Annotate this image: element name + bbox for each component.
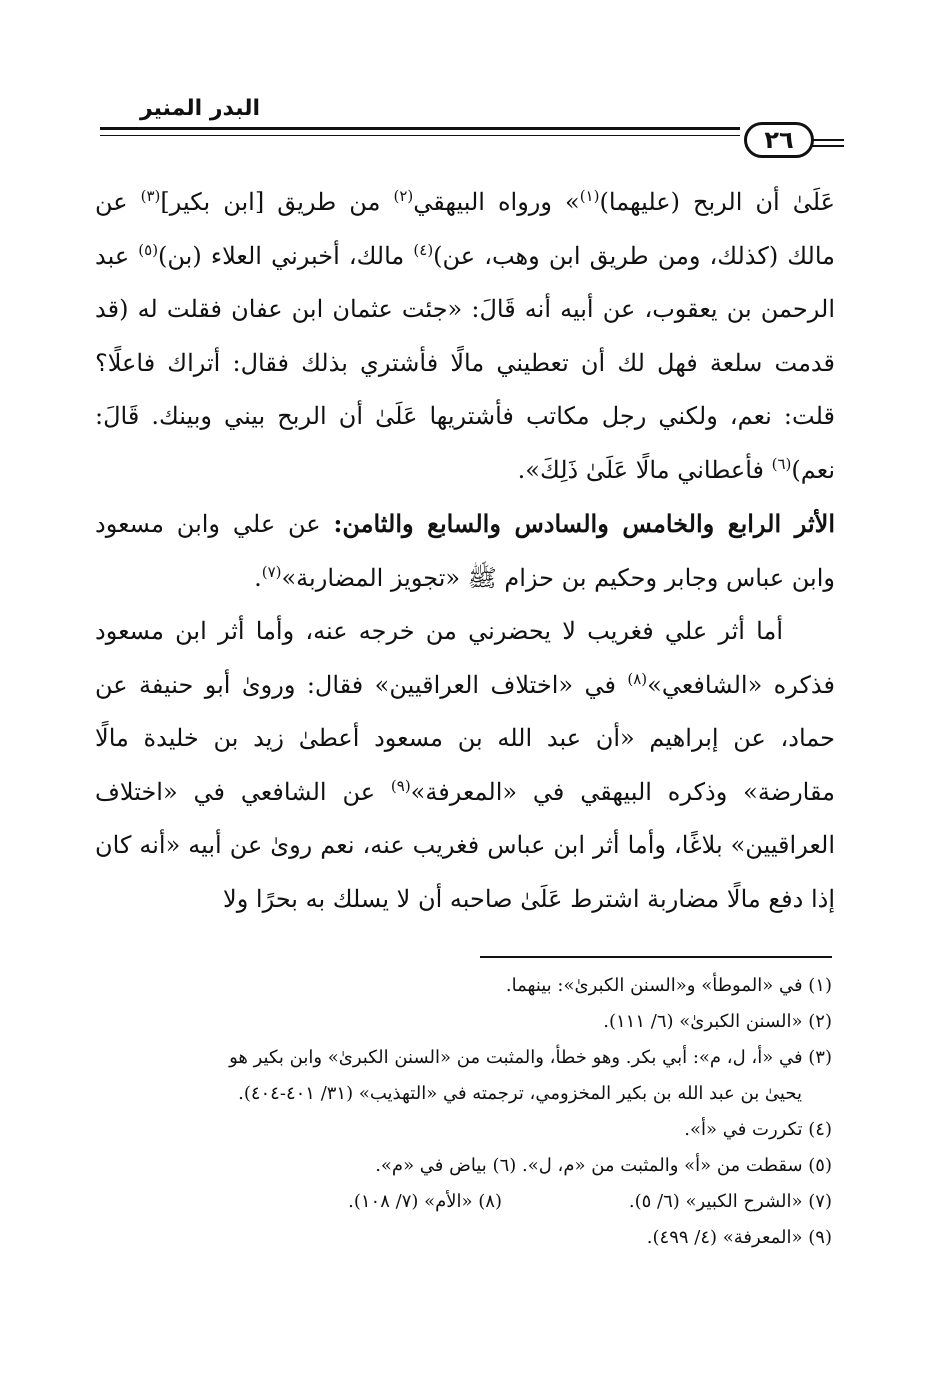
paragraph-1: عَلَىٰ أن الربح (عليهما)$^{(١)}$» ورواه البيهقي$^{(٢)}$ من طريق [ابن بكير]$^{(٣)}$ عن مالك (كذلك، ومن طريق ابن وهب، عن)$^{(٤)}$ مالك، أخبرني العلاء (بن)$^{(٥)}$ عبد الرحمن بن يعقوب، عن أبيه أنه قَالَ: «جئت عثمان ابن عفان فقلت له (قد قدمت سلعة فهل لك أن تعطيني مالًا فأشتري بذلك فقال: أتراك فاعلًا؟ قلت: نعم، ولكني رجل مكاتب فأشتريها عَلَىٰ أن الربح بيني وبينك. قَالَ: نعم)$^{(٦)}$ فأعطاني مالًا عَلَىٰ ذَلِكَ». [95, 187, 836, 484]
main-text [95, 176, 835, 926]
footnote-ref-8[interactable]: (٨) [627, 669, 648, 688]
footnote-5-6: (٥) سقطت من «أ» والمثبت من «م، ل». (٦) بياض في «م». [375, 1155, 832, 1176]
header-rule-thin [100, 135, 740, 136]
footnote-3-continued: يحيىٰ بن عبد الله بن بكير المخزومي، ترجمته في «التهذيب» (٣١/ ٤٠١-٤٠٤). [238, 1083, 802, 1104]
footnote-separator [480, 956, 832, 958]
header-rule [100, 127, 740, 130]
footnote-ref-7[interactable]: (٧) [261, 562, 282, 581]
footnote-ref-4[interactable]: (٤) [413, 240, 434, 259]
footnote-7-8 [90, 1184, 832, 1220]
paragraph-2: الأثر الرابع والخامس والسادس والسابع والثامن: عن علي وابن مسعود وابن عباس وجابر وحكيم بن حزام ﷺ «تجويز المضاربة»$^{(٧)}$. [95, 509, 836, 592]
footnote-1: (١) في «الموطأ» و«السنن الكبرىٰ»: بينهما. [505, 975, 832, 996]
footnote-ref-2[interactable]: (٢) [393, 187, 414, 205]
header-rule-right-lower [810, 145, 844, 147]
footnote-4: (٤) تكررت في «أ». [684, 1119, 832, 1140]
footnote-ref-5[interactable]: (٥) [138, 240, 159, 259]
footnote-8: (٨) «الأم» (٧/ ١٠٨). [348, 1191, 502, 1212]
header-rule-right [810, 139, 844, 141]
footnote-2: (٢) «السنن الكبرىٰ» (٦/ ١١١). [603, 1011, 832, 1032]
section-heading: الأثر الرابع والخامس والسادس والسابع والثامن: [333, 509, 836, 538]
footnote-ref-6[interactable]: (٦) [771, 454, 792, 473]
page-number: ٢٦ [744, 122, 814, 158]
footnote-ref-1[interactable]: (١) [579, 187, 600, 205]
footnote-3: (٣) في «أ، ل، م»: أبي بكر. وهو خطأ، والمثبت من «السنن الكبرىٰ» وابن بكير هو [229, 1047, 832, 1068]
footnote-ref-3[interactable]: (٣) [140, 187, 161, 205]
running-header-title: البدر المنير [139, 96, 260, 121]
footnote-7: (٧) «الشرح الكبير» (٦/ ٥). [628, 1191, 832, 1212]
footnote-ref-9[interactable]: (٩) [390, 776, 411, 795]
footnote-9: (٩) «المعرفة» (٤/ ٤٩٩). [646, 1227, 832, 1248]
paragraph-3: أما أثر علي فغريب لا يحضرني من خرجه عنه، وأما أثر ابن مسعود فذكره «الشافعي»$^{(٨)}$ في «اختلاف العراقيين» فقال: وروىٰ أبو حنيفة عن حماد، عن إبراهيم «أن عبد الله بن مسعود أعطىٰ زيد بن خليدة مالًا مقارضة» وذكره البيهقي في «المعرفة»$^{(٩)}$ عن الشافعي في «اختلاف العراقيين» بلاغًا، وأما أثر ابن عباس فغريب عنه، نعم روىٰ عن أبيه «أنه كان إذا دفع مالًا مضاربة اشترط عَلَىٰ صاحبه أن لا يسلك به بحرًا ولا [95, 617, 835, 913]
footnotes [90, 968, 832, 1256]
